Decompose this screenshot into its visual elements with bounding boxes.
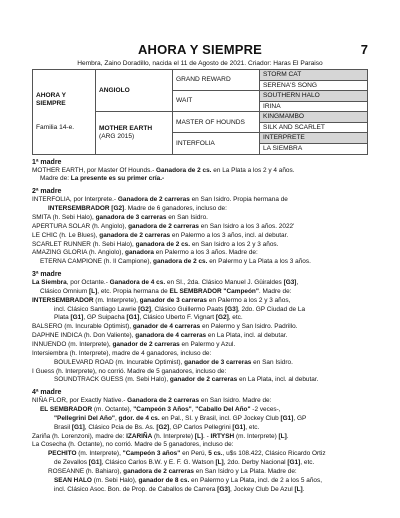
pedigree-subject: AHORA Y SIEMPRE (36, 92, 66, 108)
text-line: I Guess (h. Interprete), no corrió. Madre de 5 ganadores, incluso de: (32, 367, 227, 375)
text-line: LE CHIC (h. Le Blues), ganadora de 2 carreras en Palermo a los 3 años, incl. al debutar. (32, 231, 289, 239)
text-line: MOTHER EARTH, por Master Of Hounds.- Ganadora de 2 cs. en La Plata a los 2 y 4 años. (32, 166, 295, 174)
text-line: "Pellegrini Del Año", gdor. de 4 cs. en Pal., SI. y Brasil, incl. GP Jockey Club [G1], GP (54, 414, 307, 422)
text-line: Zariña (h. Lorenzoni), madre de: IZARIÑA (h. Interprete) [L]. - IRTYSH (m. Interprete) [L]. (32, 432, 289, 440)
pedigree-sire-sire: GRAND REWARD (173, 70, 260, 91)
section-heading-madre1: 1ª madre (32, 158, 62, 166)
pedigree-table (32, 69, 368, 155)
pedigree-gen4-1: STORM CAT (260, 70, 368, 81)
pedigree-sire-dam: WAIT (173, 91, 260, 112)
text-line: ROSEANNE (h. Bahiaro), ganadora de 2 carreras en San Isidro y La Plata. Madre de: (48, 467, 297, 475)
text-line: SCARLET RUNNER (h. Sebi Halo), ganadora de 2 cs. en San Isidro a los 2 y 3 años. (32, 240, 279, 248)
text-line: APERTURA SOLAR (h. Angiolo), ganadora de 2 carreras en San Isidro a los 3 años. 2022' (32, 222, 295, 230)
lot-number: 7 (360, 42, 368, 57)
text-line: Madre de: La presente es su primer cría.- (40, 175, 165, 183)
lot-header (32, 42, 368, 58)
pedigree-dam-sire: MASTER OF HOUNDS (173, 112, 260, 133)
pedigree-gen4-5: KINGMAMBO (260, 112, 368, 123)
text-line: La Siembra, por Octante.- Ganadora de 4 cs. en SI., 2da. Clásico Manuel J. Güiraldes [G3], (32, 279, 299, 287)
text-line: INTERSEMBRADOR (m. Interprete), ganador de 3 carreras en Palermo a los 2 y 3 años, (32, 296, 291, 304)
section-heading-madre3: 3ª madre (32, 271, 62, 279)
catalog-page (32, 42, 368, 494)
pedigree-gen4-3: SOUTHERN HALO (260, 91, 368, 102)
text-line: INTERSEMBRADOR [G2]. Madre de 6 ganadores, incluso de: (48, 205, 227, 213)
text-line: Intersiembra (h. Interprete), madre de 4 ganadores, incluso de: (32, 349, 212, 357)
text-line: PECHITO (m. Interprete), "Campeón 3 años" en Perú, 5 cs., u$s 108.422, Clásico Ricardo Ortiz (48, 450, 326, 458)
text-line: AMAZING GLORIA (h. Angiolo), ganadora en Palermo a los 3 años. Madre de: (32, 249, 258, 257)
text-line: incl. Clásico Santiago Lawrie [G2], Clásico Guillermo Paats [G3], 2do. GP Ciudad de La (54, 305, 306, 313)
text-line: La Cosecha (h. Octante), no corrió. Madre de 5 ganadores, incluso de: (32, 441, 234, 449)
pedigree-gen4-6: SILK AND SCARLET (260, 122, 368, 133)
text-line: SOUNDTRACK GUESS (m. Sebi Halo), ganador de 2 carreras en La Plata, incl. al debutar. (54, 376, 319, 384)
text-line: SMITA (h. Sebi Halo), ganadora de 3 carreras en San Isidro. (32, 214, 208, 221)
family-label: Familia 14-e. (36, 123, 75, 131)
pedigree-gen4-4: IRINA (260, 101, 368, 112)
text-line: SEAN HALO (m. Sebi Halo), ganador de 8 cs. en Palermo y La Plata, incl. de 2 a los 5 años, (54, 476, 323, 484)
text-line: EL SEMBRADOR (m. Octante), "Campeón 3 Años", "Caballo Del Año" -2 veces-, (40, 406, 281, 414)
section-heading-madre4: 4ª madre (32, 389, 62, 397)
text-line: NIÑA FLOR, por Exactly Native.- Ganadora de 2 carreras en San Isidro. Madre de: (32, 397, 272, 405)
text-line: BOULEVARD ROAD (m. Incurable Optimist), ganador de 3 carreras en San Isidro. (54, 358, 293, 366)
text-line: INTERFOLIA, por Interprete.- Ganadora de 2 carreras en San Isidro. Propia hermana de (32, 196, 288, 204)
lot-subtitle: Hembra, Zaino Doradillo, nacida el 11 de Agosto de 2021. Criador: Haras El Paraiso (77, 60, 323, 67)
text-line: Clásico Omnium [L], etc. Propia hermana de EL SEMBRADOR "Campeón". Madre de: (40, 287, 292, 295)
text-line: ETERNA CAMPIONE (h. Il Campione), ganadora de 2 cs. en Palermo y La Plata a los 3 años. (40, 258, 311, 266)
text-line: INNUENDO (m. Interprete), ganador de 2 carreras en Palermo y Azul. (32, 340, 236, 348)
pedigree-dam-cell (96, 112, 173, 154)
pedigree-subject-cell (33, 70, 96, 155)
pedigree-dam: MOTHER EARTH (99, 125, 153, 133)
text-line: Brasil [G1], Clásico Pcia de Bs. As. [G2], GP Carlos Pellegrini [G1], etc. (54, 423, 260, 431)
text-line: incl. Clásico Asoc. Bon. de Prop. de Caballos de Carrera [G3], Jockey Club De Azul [L]. (54, 485, 305, 493)
pedigree-sire: ANGIOLO (96, 70, 173, 112)
pedigree-gen4-8: LA SIEMBRA (260, 144, 368, 155)
pedigree-gen4-7: INTERPRETE (260, 133, 368, 144)
pedigree-gen4-2: SERENA'S SONG (260, 80, 368, 91)
page-title: AHORA Y SIEMPRE (137, 42, 263, 57)
text-line: de Zevallos [G1], Clásico Carlos B.W. y E. F. G. Watson [L], 2do. Derby Nacional [G1], etc. (54, 459, 315, 467)
section-heading-madre2: 2ª madre (32, 188, 62, 196)
text-line: DAPHNE INDICA (h. Don Valiente), ganadora de 4 carreras en La Plata, incl. al debutar. (32, 332, 288, 340)
text-line: Plata [G1], GP Suipacha [G1], Clásico Uberto F. Vignart [G2], etc. (54, 314, 243, 322)
text-line: BALSERO (m. Incurable Optimist), ganador de 4 carreras en Palermo y San Isidro. Padrillo. (32, 323, 298, 331)
pedigree-dam-year: (ARG 2015) (99, 132, 135, 140)
pedigree-dam-dam: INTERFOLIA (173, 133, 260, 154)
